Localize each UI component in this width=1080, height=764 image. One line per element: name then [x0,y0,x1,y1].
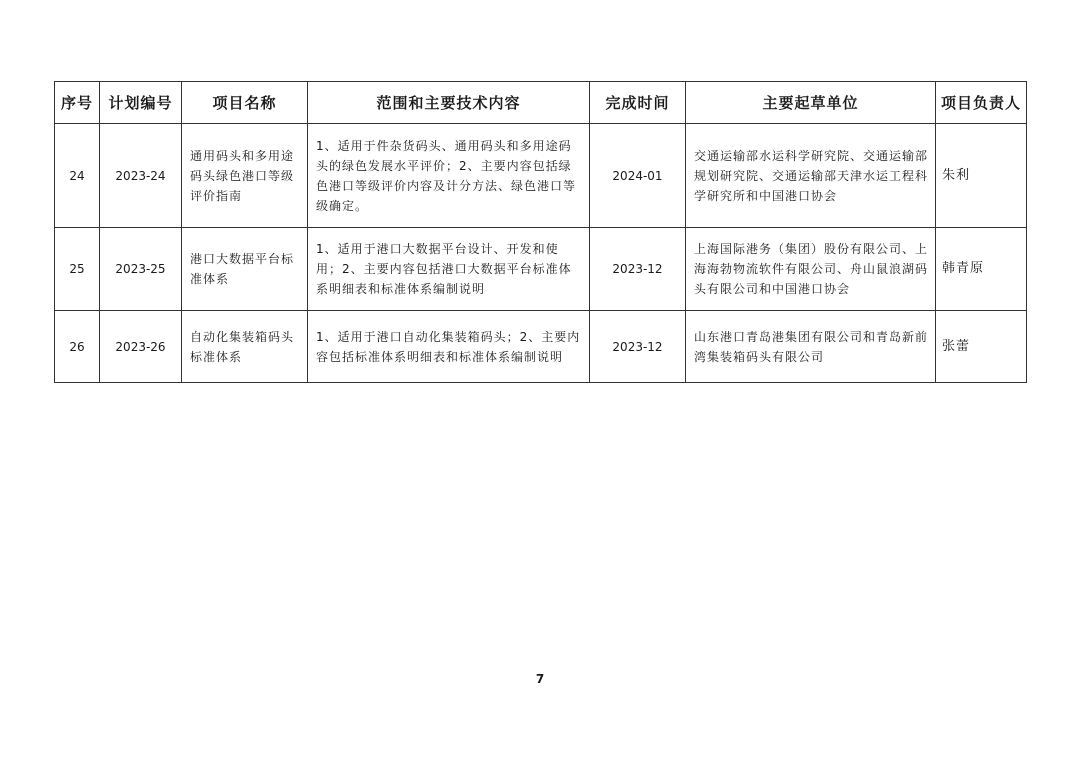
header-scope: 范围和主要技术内容 [308,82,590,124]
cell-lead: 张蕾 [936,311,1027,383]
header-lead: 项目负责人 [936,82,1027,124]
cell-plan-no: 2023-26 [100,311,182,383]
header-seq: 序号 [55,82,100,124]
cell-seq: 25 [55,228,100,311]
cell-project-name: 通用码头和多用途码头绿色港口等级评价指南 [182,124,308,228]
cell-lead: 朱利 [936,124,1027,228]
cell-scope: 1、适用于港口自动化集装箱码头；2、主要内容包括标准体系明细表和标准体系编制说明 [308,311,590,383]
cell-plan-no: 2023-25 [100,228,182,311]
cell-seq: 26 [55,311,100,383]
table-header-row [55,82,1027,124]
cell-project-name: 港口大数据平台标准体系 [182,228,308,311]
cell-lead: 韩青原 [936,228,1027,311]
cell-scope: 1、适用于件杂货码头、通用码头和多用途码头的绿色发展水平评价；2、主要内容包括绿色港口等级评价内容及计分方法、绿色港口等级确定。 [308,124,590,228]
cell-completion: 2024-01 [590,124,686,228]
header-completion: 完成时间 [590,82,686,124]
standards-plan-table [54,81,1027,383]
header-drafters: 主要起草单位 [686,82,936,124]
table-row [55,228,1027,311]
table-row [55,124,1027,228]
table-row [55,311,1027,383]
cell-project-name: 自动化集装箱码头标准体系 [182,311,308,383]
cell-completion: 2023-12 [590,228,686,311]
cell-scope: 1、适用于港口大数据平台设计、开发和使用；2、主要内容包括港口大数据平台标准体系明细表和标准体系编制说明 [308,228,590,311]
header-project-name: 项目名称 [182,82,308,124]
page-number: 7 [535,672,545,686]
cell-drafters: 上海国际港务（集团）股份有限公司、上海海勃物流软件有限公司、舟山鼠浪湖码头有限公司和中国港口协会 [686,228,936,311]
cell-completion: 2023-12 [590,311,686,383]
header-plan-no: 计划编号 [100,82,182,124]
cell-drafters: 交通运输部水运科学研究院、交通运输部规划研究院、交通运输部天津水运工程科学研究所和中国港口协会 [686,124,936,228]
cell-drafters: 山东港口青岛港集团有限公司和青岛新前湾集装箱码头有限公司 [686,311,936,383]
cell-plan-no: 2023-24 [100,124,182,228]
cell-seq: 24 [55,124,100,228]
